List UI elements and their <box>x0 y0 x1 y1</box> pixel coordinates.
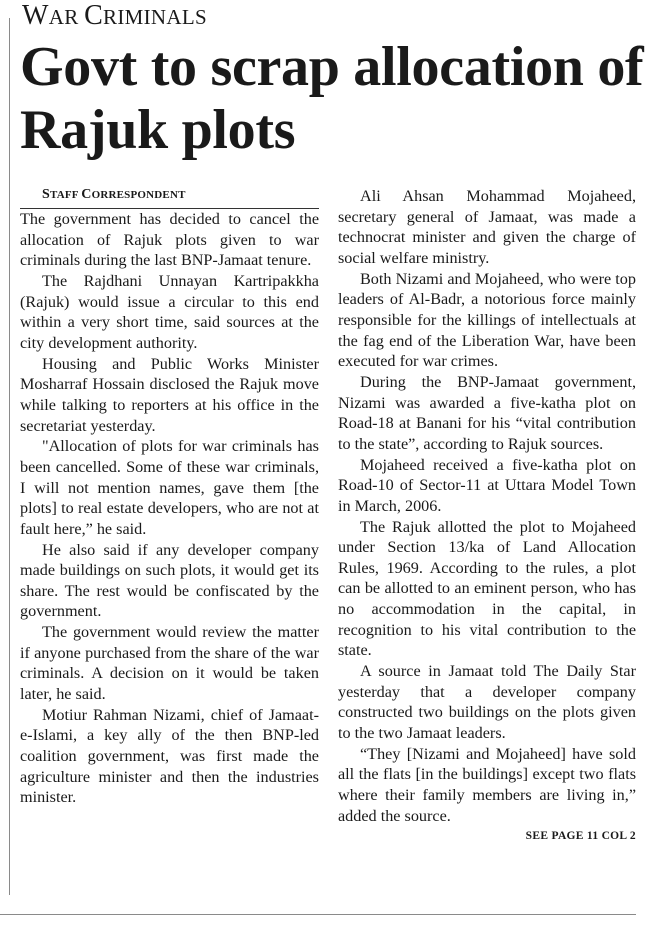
paragraph: Housing and Public Works Minister Mosharraf Hossain disclosed the Rajuk move while talking to reporters at his office in the secretariat yesterday. <box>20 354 319 435</box>
headline: Govt to scrap allocation of Rajuk plots <box>20 36 644 161</box>
paragraph: During the BNP-Jamaat government, Nizami was awarded a five-katha plot on Road-18 at Banani for his “vital contribution to the state”, according to Rajuk sources. <box>338 372 636 453</box>
paragraph: The government would review the matter if anyone purchased from the share of the war criminals. A decision on it would be taken later, he said. <box>20 623 319 704</box>
paragraph: “They [Nizami and Mojaheed] have sold all the flats [in the buildings] except two flats where their family members are living in,” added the source. <box>338 744 636 825</box>
paragraph: Both Nizami and Mojaheed, who were top leaders of Al-Badr, a notorious force mainly responsible for the killings of intellectuals at the fag end of the Liberation War, have been executed for war crimes. <box>338 269 636 371</box>
paragraph: Mojaheed received a five-katha plot on Road-10 of Sector-11 at Uttara Model Town in March, 2006. <box>338 455 636 515</box>
bottom-rule <box>0 914 636 915</box>
article-column-left <box>20 186 319 808</box>
paragraph: The Rajuk allotted the plot to Mojaheed under Section 13/ka of Land Allocation Rules, 1969. According to the rules, a plot can be allotted to an eminent person, who has no accommodation in the capital, in recognition to his vital contribution to the state. <box>338 517 636 660</box>
section-kicker: WAR CRIMINALS <box>22 0 207 31</box>
paragraph: Ali Ahsan Mohammad Mojaheed, secretary general of Jamaat, was made a technocrat minister and given the charge of social welfare ministry. <box>338 187 636 267</box>
paragraph: Motiur Rahman Nizami, chief of Jamaat-e-Islami, a key ally of the then BNP-led coalition government, was first made the agriculture minister and then the industries minister. <box>20 705 319 807</box>
article-column-right <box>338 186 636 847</box>
paragraph: He also said if any developer company made buildings on such plots, it would get its share. The rest would be confiscated by the government. <box>20 540 319 621</box>
paragraph: "Allocation of plots for war criminals has been cancelled. Some of these war criminals, I will not mention names, gave them [the plots] to real estate developers, who are not at fault here,” he said. <box>20 437 319 538</box>
paragraph: The government has decided to cancel the allocation of Rajuk plots given to war criminals during the last BNP-Jamaat tenure. <box>20 210 319 270</box>
left-column-rule <box>9 18 10 895</box>
paragraph: The Rajdhani Unnayan Kartripakkha (Rajuk) would issue a circular to this end within a very short time, said sources at the city development authority. <box>20 271 319 352</box>
byline: STAFF CORRESPONDENT <box>20 186 319 209</box>
continuation-note: SEE PAGE 11 COL 2 <box>525 830 636 843</box>
paragraph: A source in Jamaat told The Daily Star yesterday that a developer company constructed two buildings on the plots given to the two Jamaat leaders. <box>338 662 636 743</box>
